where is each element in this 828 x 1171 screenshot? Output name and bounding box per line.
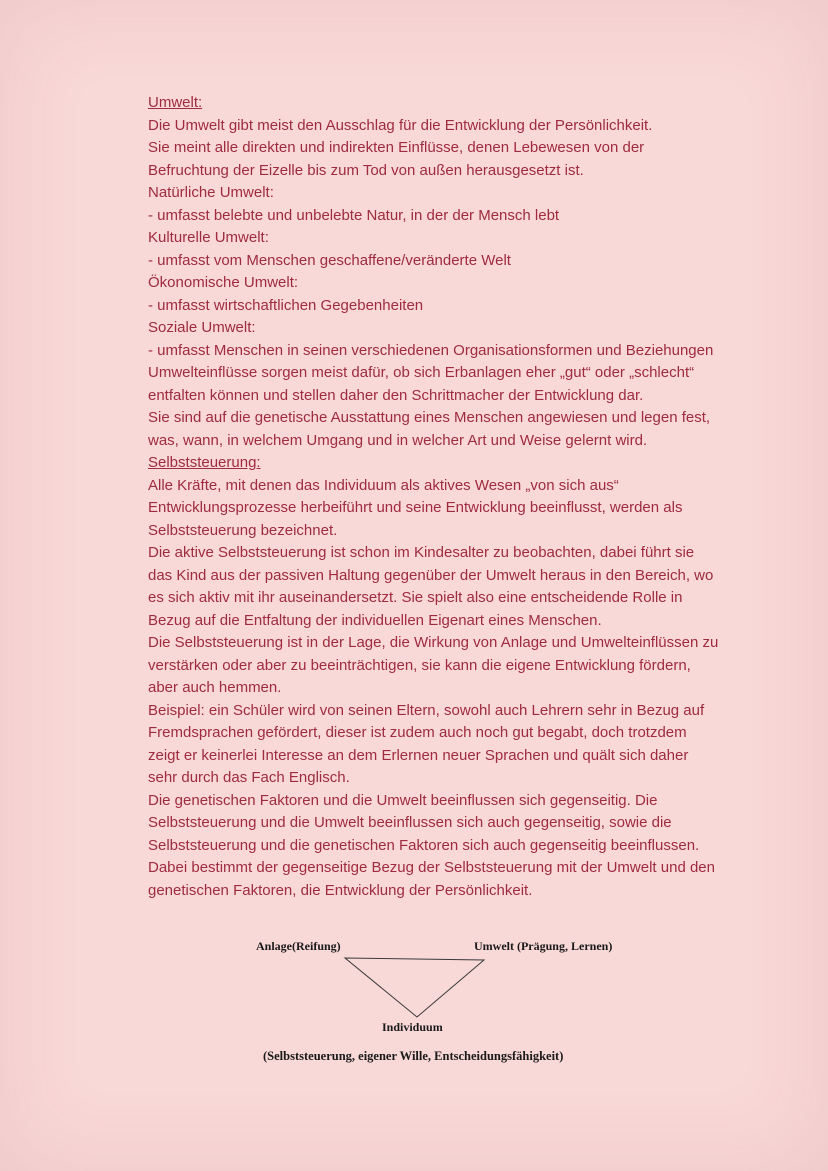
section-heading: Selbststeuerung: bbox=[148, 454, 261, 471]
text-line: genetischen Faktoren, die Entwicklung der Persönlichkeit. bbox=[148, 881, 533, 899]
text-line: Umwelteinflüsse sorgen meist dafür, ob sich Erbanlagen eher „gut“ oder „schlecht“ bbox=[148, 364, 695, 381]
text-line: Sie meint alle direkten und indirekten Einflüsse, denen Lebewesen von der bbox=[148, 139, 645, 156]
diagram-label-individuum: Individuum bbox=[382, 1020, 443, 1034]
text-line: Natürliche Umwelt: bbox=[148, 184, 274, 201]
diagram-label-anlage: Anlage(Reifung) bbox=[256, 939, 341, 953]
diagram-label-umwelt: Umwelt (Prägung, Lernen) bbox=[474, 939, 613, 953]
text-line: Kulturelle Umwelt: bbox=[148, 229, 269, 246]
text-line: Die Selbststeuerung ist in der Lage, die Wirkung von Anlage und Umwelteinflüssen zu bbox=[148, 634, 719, 651]
text-line: verstärken oder aber zu beeinträchtigen, sie kann die eigene Entwicklung fördern, bbox=[148, 656, 691, 674]
section-heading: Umwelt: bbox=[148, 94, 203, 111]
text-line: - umfasst vom Menschen geschaffene/veränderte Welt bbox=[148, 251, 511, 269]
text-line: - umfasst belebte und unbelebte Natur, in der der Mensch lebt bbox=[148, 206, 560, 224]
text-line: Selbststeuerung bezeichnet. bbox=[148, 521, 338, 539]
text-line: Ökonomische Umwelt: bbox=[148, 274, 299, 291]
text-line: Die genetischen Faktoren und die Umwelt beeinflussen sich gegenseitig. Die bbox=[148, 791, 658, 809]
text-line: Bezug auf die Entfaltung der individuellen Eigenart eines Menschen. bbox=[148, 611, 602, 629]
triangle-shape bbox=[338, 950, 498, 1030]
text-line: das Kind aus der passiven Haltung gegenüber der Umwelt heraus in den Bereich, wo bbox=[148, 566, 714, 584]
text-line: - umfasst Menschen in seinen verschiedenen Organisationsformen und Beziehungen bbox=[148, 341, 714, 359]
text-line: Die Umwelt gibt meist den Ausschlag für die Entwicklung der Persönlichkeit. bbox=[148, 116, 653, 134]
text-line: - umfasst wirtschaftlichen Gegebenheiten bbox=[148, 296, 424, 314]
text-line: es sich aktiv mit ihr auseinandersetzt. Sie spielt also eine entscheidende Rolle in bbox=[148, 589, 683, 606]
text-line: aber auch hemmen. bbox=[148, 679, 282, 696]
text-line: Selbststeuerung und die Umwelt beeinflussen sich auch gegenseitig, sowie die bbox=[148, 814, 672, 831]
document-body bbox=[148, 92, 758, 902]
diagram-caption: (Selbststeuerung, eigener Wille, Entscheidungsfähigkeit) bbox=[263, 1049, 564, 1063]
text-line: entfalten können und stellen daher den Schrittmacher der Entwicklung dar. bbox=[148, 386, 644, 404]
text-line: Entwicklungsprozesse herbeiführt und seine Entwicklung beeinflusst, werden als bbox=[148, 499, 683, 516]
text-line: Die aktive Selbststeuerung ist schon im Kindesalter zu beobachten, dabei führt sie bbox=[148, 544, 695, 561]
text-line: Dabei bestimmt der gegenseitige Bezug der Selbststeuerung mit der Umwelt und den bbox=[148, 859, 715, 876]
text-line: Befruchtung der Eizelle bis zum Tod von außen herausgesetzt ist. bbox=[148, 161, 584, 179]
text-line: zeigt er keinerlei Interesse an dem Erlernen neuer Sprachen und quält sich daher bbox=[148, 746, 689, 764]
text-line: Selbststeuerung und die genetischen Faktoren sich auch gegenseitig beeinflussen. bbox=[148, 836, 700, 854]
text-line: was, wann, in welchem Umgang und in welcher Art und Weise gelernt wird. bbox=[148, 431, 648, 449]
text-line: sehr durch das Fach Englisch. bbox=[148, 769, 350, 786]
text-line: Sie sind auf die genetische Ausstattung eines Menschen angewiesen und legen fest, bbox=[148, 409, 711, 426]
text-line: Soziale Umwelt: bbox=[148, 319, 256, 336]
text-line: Beispiel: ein Schüler wird von seinen Eltern, sowohl auch Lehrern sehr in Bezug auf bbox=[148, 701, 705, 719]
text-line: Fremdsprachen gefördert, dieser ist zudem auch noch gut begabt, doch trotzdem bbox=[148, 724, 687, 741]
text-line: Alle Kräfte, mit denen das Individuum als aktives Wesen „von sich aus“ bbox=[148, 476, 619, 494]
